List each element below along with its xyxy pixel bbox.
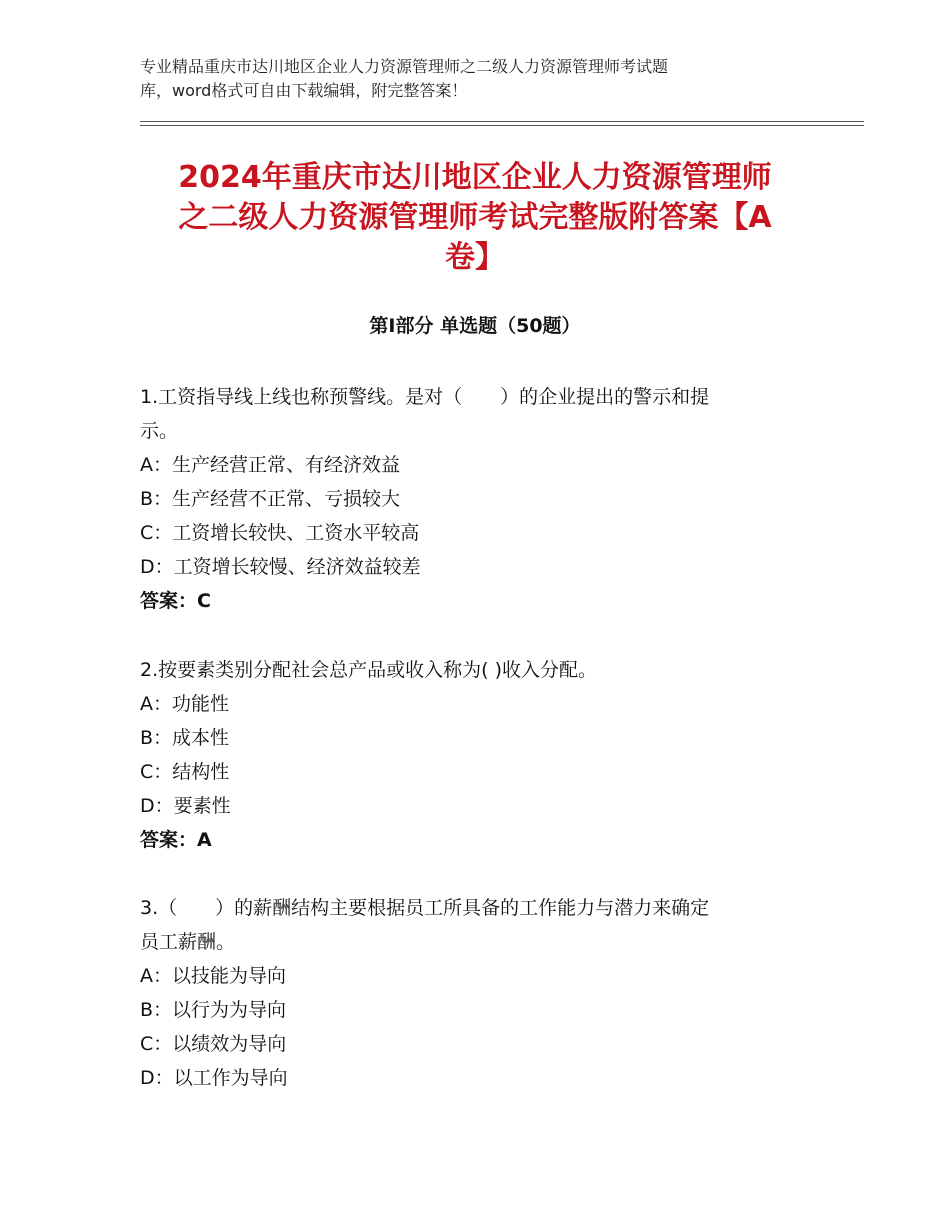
header-divider [140, 125, 864, 126]
document-title-line: 卷】 [445, 240, 505, 275]
answer: 答案：A [140, 829, 212, 851]
question-stem: 示。 [140, 420, 179, 442]
question-stem: 3.（ ）的薪酬结构主要根据员工所具备的工作能力与潜力来确定 [140, 897, 710, 919]
header-note-line: 专业精品重庆市达川地区企业人力资源管理师之二级人力资源管理师考试题 [140, 57, 669, 76]
option-c: C：以绩效为导向 [140, 1033, 287, 1055]
header-note [140, 55, 830, 103]
option-b: B：生产经营不正常、亏损较大 [140, 488, 401, 510]
option-a: A：以技能为导向 [140, 965, 286, 987]
option-b: B：成本性 [140, 727, 230, 749]
option-a: A：功能性 [140, 693, 229, 715]
question-2 [140, 653, 830, 857]
question-stem: 员工薪酬。 [140, 931, 236, 953]
option-a: A：生产经营正常、有经济效益 [140, 454, 400, 476]
option-b: B：以行为为导向 [140, 999, 287, 1021]
option-d: D：要素性 [140, 795, 231, 817]
header-divider [140, 121, 864, 122]
option-c: C：结构性 [140, 761, 230, 783]
question-1 [140, 380, 830, 618]
document-title-line: 之二级人力资源管理师考试完整版附答案【A [178, 200, 772, 235]
option-d: D：以工作为导向 [140, 1067, 288, 1089]
document-title [120, 158, 830, 278]
option-d: D：工资增长较慢、经济效益较差 [140, 556, 421, 578]
header-note-line: 库，word格式可自由下载编辑，附完整答案！ [140, 81, 468, 100]
document-title-line: 2024年重庆市达川地区企业人力资源管理师 [178, 160, 772, 195]
question-stem: 1.工资指导线上线也称预警线。是对（ ）的企业提出的警示和提 [140, 386, 710, 408]
answer: 答案：C [140, 590, 211, 612]
question-3 [140, 891, 830, 1095]
option-c: C：工资增长较快、工资水平较高 [140, 522, 420, 544]
section-heading: 第Ⅰ部分 单选题（50题） [369, 315, 581, 337]
question-stem: 2.按要素类别分配社会总产品或收入称为( )收入分配。 [140, 659, 597, 681]
